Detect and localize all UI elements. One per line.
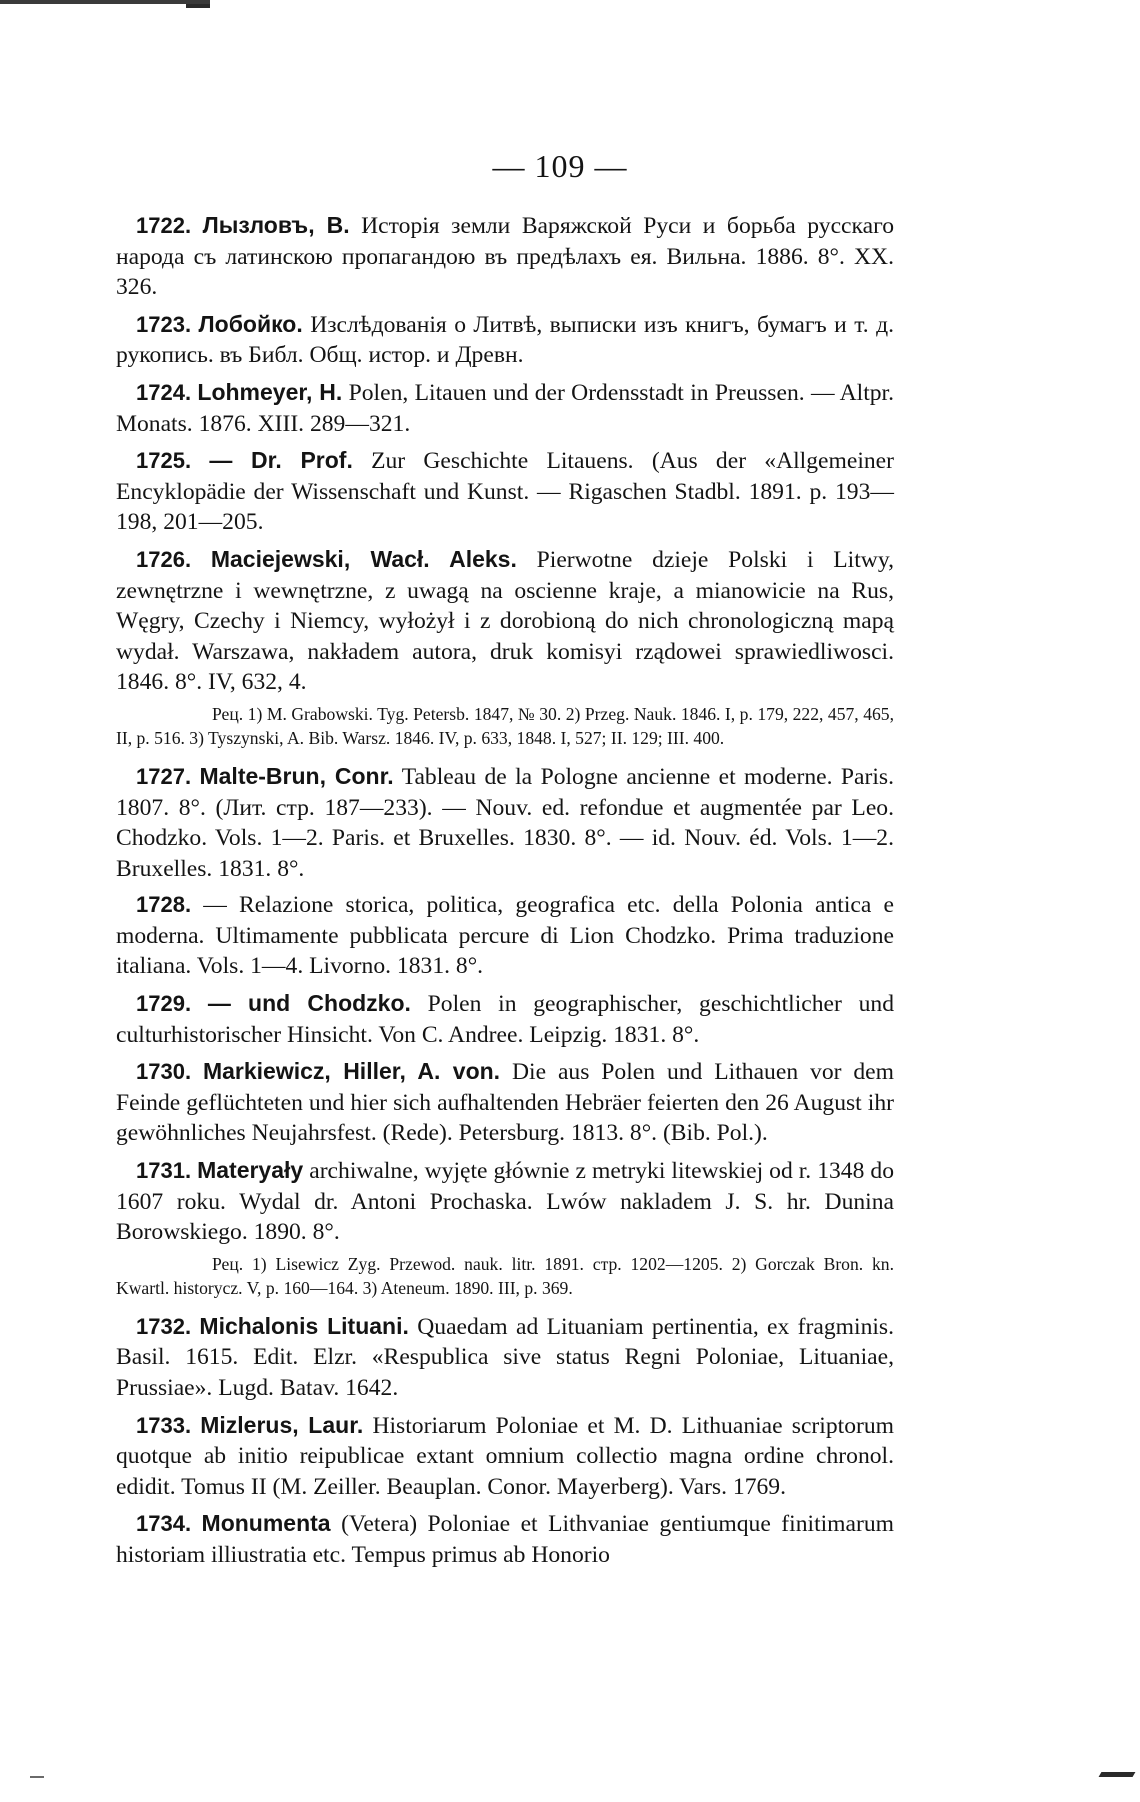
entry-text: Исторія земли Варяжской Руси и борьба русскаго народа съ латинскою пропагандою въ предѣлахъ ея. Вильна. 1886. 8°. XX. 326.: [116, 213, 894, 301]
entry-1726-reviews: Рец. 1) M. Grabowski. Tyg. Petersb. 1847, № 30. 2) Przeg. Nauk. 1846. I, p. 179, 222, 457, 465, II, p. 516. 3) Tyszynski, A. Bib. Warsz. 1846. IV, p. 633, 1848. I, 527; II. 129; III. 400.: [116, 703, 894, 749]
entry-1725: [116, 445, 894, 538]
entry-text: Die aus Polen und Lithauen vor dem Feinde geflüchteten und hier sich aufhaltenden Hebräer feierten den 26 August ihr gewöhnliches Neujahrsfest. (Rede). Petersburg. 1813. 8°. (Bib. Pol.).: [116, 1059, 894, 1147]
entry-author: Markiewicz, Hiller, A. von.: [202, 1058, 501, 1085]
entry-number: 1734.: [136, 1511, 192, 1537]
entry-author: Mizlerus, Laur.: [200, 1411, 364, 1438]
entry-1731-reviews: Рец. 1) Lisewicz Zyg. Przewod. nauk. litr. 1891. стр. 1202—1205. 2) Gorczak Bron. kn. Kwartl. historycz. V, p. 160—164. 3) Ateneum. 1890. III, p. 369.: [116, 1253, 894, 1299]
page-number: — 109 —: [492, 148, 628, 184]
entry-1730: [116, 1056, 894, 1149]
entry-text: Quaedam ad Lituaniam pertinentia, ex fragminis. Basil. 1615. Edit. Elzr. «Respublica sive status Regni Poloniae, Lituaniae, Prussiae». Lugd. Batav. 1642.: [116, 1313, 894, 1401]
entry-1726: [116, 544, 894, 698]
entry-number: 1732.: [136, 1313, 192, 1339]
entry-text: Pierwotne dzieje Polski i Litwy, zewnętrzne i wewnętrzne, z uwagą na oscienne kraje, a mianowicie na Rus, Węgry, Czechy i Niemcy, wyłożył i z dorobioną do nich chronologiczną mapą wydał. Warszawa, nakładem autora, druk komisyi rządowei sprawiedliwosci. 1846. 8°. IV, 632, 4.: [116, 546, 894, 696]
scan-edge-mark-bottom-right: [1099, 1772, 1136, 1777]
entry-author: Monumenta: [201, 1510, 331, 1537]
entry-text: archiwalne, wyjęte głównie z metryki litewskiej od r. 1348 do 1607 roku. Wydal dr. Antoni Prochaska. Lwów nakladem J. S. hr. Dunina Borowskiego. 1890. 8°.: [116, 1158, 894, 1246]
entry-number: 1722.: [136, 213, 192, 238]
bibliography-list: [116, 210, 894, 1577]
entry-number: 1730.: [136, 1059, 192, 1085]
entry-number: 1728.: [136, 892, 192, 918]
entry-1732: [116, 1311, 894, 1404]
entry-text: Historiarum Poloniae et M. D. Lithuaniae scriptorum quotque ab initio reipublicae extant omnium collectio magna ordine chronol. edidit. Tomus II (M. Zeiller. Beauplan. Conor. Mayerberg). Vars. 1769.: [116, 1412, 894, 1500]
entry-1734: [116, 1508, 894, 1570]
entry-author: Materyały: [197, 1157, 304, 1184]
entry-number: 1733.: [136, 1412, 192, 1438]
entry-text: Изслѣдованія о Литвѣ, выписки изъ книгъ, бумагъ и т. д. рукопись. въ Библ. Общ. истор. и Древн.: [116, 311, 895, 369]
entry-1722: [116, 210, 894, 303]
entry-number: 1727.: [136, 763, 192, 789]
entry-1727: [116, 761, 894, 884]
entry-number: 1724.: [136, 379, 192, 405]
entry-1723: [116, 309, 894, 371]
entry-text: Zur Geschichte Litauens. (Aus der «Allgemeiner Encyklopädie der Wissenschaft und Kunst. — Rigaschen Stadbl. 1891. p. 193—198, 201—205.: [116, 448, 895, 536]
entry-1724: [116, 377, 894, 439]
entry-number: 1731.: [136, 1158, 192, 1184]
entry-author: Maciejewski, Wacł. Aleks.: [210, 545, 517, 572]
entry-text: Polen, Litauen und der Ordensstadt in Preussen. — Altpr. Monats. 1876. XIII. 289—321.: [116, 379, 895, 437]
scan-edge-mark-top-2: [186, 4, 210, 8]
entry-1731: [116, 1155, 894, 1248]
entry-text: Polen in geographischer, geschichtlicher und culturhistorischer Hinsicht. Von C. Andree. Leipzig. 1831. 8°.: [116, 991, 894, 1048]
entry-author: — und Chodzko.: [207, 990, 411, 1017]
entry-author: Lohmeyer, H.: [197, 378, 343, 405]
entry-text: Tableau de la Pologne ancienne et moderne. Paris. 1807. 8°. (Лит. стр. 187—233). — Nouv. ed. refondue et augmentée par Leo. Chodzko. Vols. 1—2. Paris. et Bruxelles. 1830. 8°. — id. Nouv. éd. Vols. 1—2. Bruxelles. 1831. 8°.: [116, 763, 894, 882]
entry-author: Michalonis Lituani.: [199, 1312, 409, 1339]
entry-author: — Dr. Prof.: [209, 447, 353, 474]
entry-author: Malte-Brun, Conr.: [199, 762, 394, 789]
entry-text: — Relazione storica, politica, geografica etc. della Polonia antica e moderna. Ultimamente pubblicata percure di Lion Chodzko. Prima traduzione italiana. Vols. 1—4. Livorno. 1831. 8°.: [116, 892, 894, 980]
entry-author: Лобойко.: [198, 310, 303, 337]
entry-text: (Vetera) Poloniae et Lithvaniae gentiumque finitimarum historiam illiustratia etc. Tempus primus ab Honorio: [116, 1511, 895, 1568]
entry-number: 1729.: [136, 991, 192, 1017]
entry-1729: [116, 988, 894, 1050]
entry-author: Лызловъ, В.: [202, 212, 350, 238]
entry-number: 1726.: [136, 546, 192, 572]
scan-edge-mark-bottom-left: [30, 1776, 44, 1778]
scan-edge-mark-top: [0, 0, 210, 4]
entry-1733: [116, 1410, 894, 1503]
entry-number: 1725.: [136, 448, 192, 474]
entry-number: 1723.: [136, 311, 192, 337]
entry-1728: [116, 890, 894, 982]
